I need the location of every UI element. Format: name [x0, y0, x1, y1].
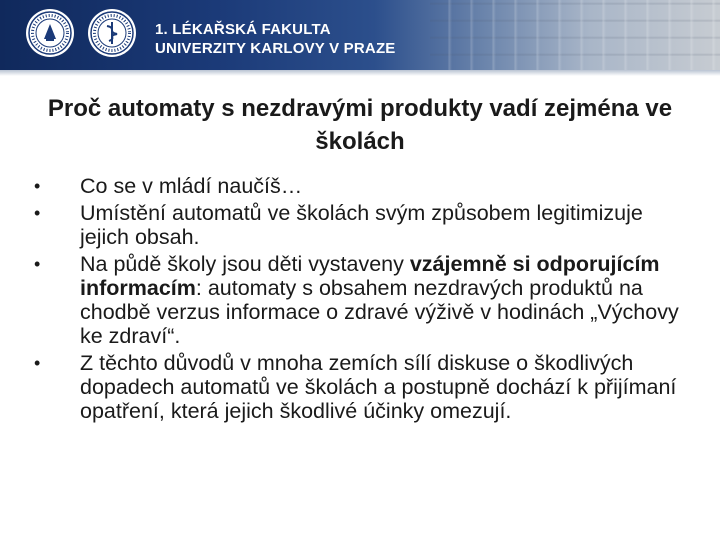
- bullet-item: [0, 351, 690, 423]
- bullet-dot-icon: •: [34, 254, 41, 274]
- bullet-dot-icon: •: [34, 353, 41, 373]
- header-fade: [0, 70, 720, 76]
- faculty-name: [155, 20, 396, 58]
- bullet-text: Co se v mládí naučíš…: [80, 174, 303, 198]
- bullet-text: : automaty s obsahem nezdravých produktů na chodbě verzus informace o zdravé výživě v hodinách „Výchovy ke zdraví“.: [80, 276, 679, 348]
- bullet-list: [0, 174, 720, 426]
- bullet-item: [0, 201, 690, 249]
- faculty-seal-icon: [87, 8, 137, 58]
- faculty-name-line2: UNIVERZITY KARLOVY V PRAZE: [155, 40, 396, 57]
- faculty-name-line1: 1. LÉKAŘSKÁ FAKULTA: [155, 21, 331, 38]
- header-building-photo: [430, 0, 720, 70]
- slide-title: Proč automaty s nezdravými produkty vadí zejména ve školách: [47, 95, 673, 155]
- bullet-text: Z těchto důvodů v mnoha zemích sílí diskuse o škodlivých dopadech automatů ve školách a postupně dochází k přijímaní opatření, která jejich škodlivé účinky omezují.: [80, 351, 677, 423]
- bullet-dot-icon: •: [34, 203, 41, 223]
- bullet-dot-icon: •: [34, 176, 41, 196]
- bullet-text: Na půdě školy jsou děti vystaveny: [80, 252, 410, 276]
- bullet-text: Umístění automatů ve školách svým způsobem legitimizuje jejich obsah.: [80, 201, 643, 249]
- university-seal-icon: [25, 8, 75, 58]
- header-banner: [0, 0, 720, 70]
- bullet-item: [0, 252, 690, 348]
- bullet-text-emphasis: vzájemně si odporujícím informacím: [80, 252, 660, 300]
- bullet-item: [0, 174, 690, 198]
